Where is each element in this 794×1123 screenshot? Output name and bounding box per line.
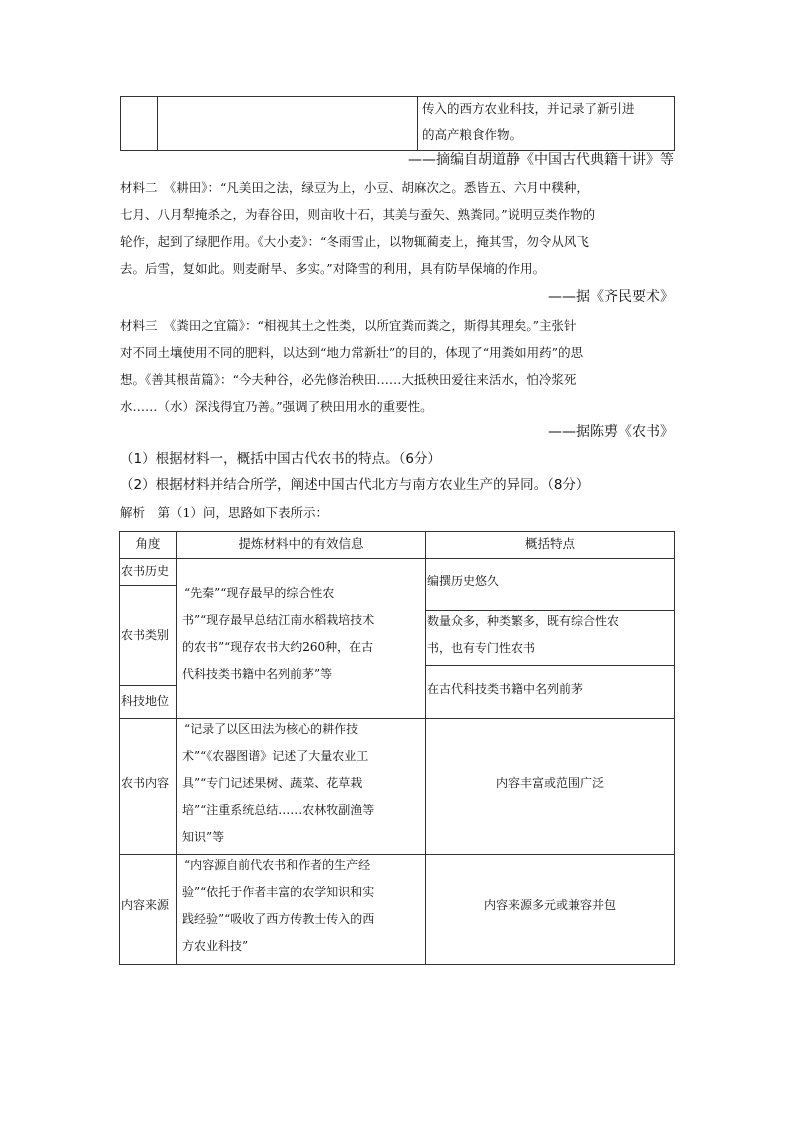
source-citation-1: ——摘编自胡道静《中国古代典籍十讲》等 bbox=[408, 152, 674, 168]
source-info-line: 方农业科技” bbox=[182, 939, 249, 953]
top-table-text-line: 传入的西方农业科技，并记录了新引进 bbox=[422, 101, 635, 116]
content-info-line: 知识”等 bbox=[182, 830, 225, 844]
aspect-history: 农书历史 bbox=[121, 564, 170, 578]
content-info-line: 术”“《农器图谱》记述了大量农业工 bbox=[182, 749, 369, 763]
analysis-intro: 解析 第（1）问，思路如下表所示： bbox=[120, 505, 328, 520]
aspect-content: 农书内容 bbox=[121, 776, 170, 790]
material-3-line: 水……（水）深浅得宜乃善。”强调了秧田用水的重要性。 bbox=[120, 399, 433, 414]
feature-history: 编撰历史悠久 bbox=[427, 574, 500, 588]
material-2-line: 七月、八月犁掩杀之，为春谷田，则亩收十石，其美与蚕矢、熟粪同。”说明豆类作物的 bbox=[120, 207, 596, 222]
source-citation-2: ——据《齐民要术》 bbox=[548, 289, 674, 305]
material-2-line: 轮作，起到了绿肥作用。《大小麦》：“冬雨雪止，以物辄蔺麦上，掩其雪，勿令从风飞 bbox=[120, 234, 589, 249]
material-2-line: 去。后雪，复如此。则麦耐旱、多实。”对降雪的利用，具有防旱保墒的作用。 bbox=[120, 261, 546, 276]
feature-status: 在古代科技类书籍中名列前茅 bbox=[427, 682, 584, 696]
question-2: （2）根据材料并结合所学，阐述中国古代北方与南方农业生产的异同。（8分） bbox=[120, 477, 590, 493]
content-info-line: “记录了以区田法为核心的耕作技 bbox=[184, 722, 359, 736]
info-line: “先秦”“现存最早的综合性农 bbox=[184, 586, 335, 600]
feature-content: 内容丰富或范围广泛 bbox=[495, 776, 604, 790]
source-info-line: 验”“依托于作者丰富的农学知识和实 bbox=[182, 885, 375, 899]
content-info-line: 具”“专门记述果树、蔬菜、花草栽 bbox=[182, 776, 363, 790]
table-header-info: 提炼材料中的有效信息 bbox=[238, 536, 364, 551]
top-table-text-line: 的高产粮食作物。 bbox=[422, 127, 523, 142]
info-line: 的农书”“现存农书大约260种，在古 bbox=[182, 640, 374, 654]
feature-source: 内容来源多元或兼容并包 bbox=[483, 898, 616, 912]
question-1: （1）根据材料一，概括中国古代农书的特点。（6分） bbox=[120, 451, 441, 467]
material-3-line: 材料三 《粪田之宜篇》：“相视其土之性类，以所宜粪而粪之，斯得其理矣。”主张针 bbox=[120, 318, 577, 333]
aspect-status: 科技地位 bbox=[121, 694, 170, 708]
material-3-line: 对不同土壤使用不同的肥料，以达到“地力常新壮”的目的，体现了“用粪如用药”的思 bbox=[120, 345, 584, 360]
feature-category-line: 书，也有专门性农书 bbox=[427, 641, 536, 655]
material-2-line: 材料二 《耕田》：“凡美田之法，绿豆为上，小豆、胡麻次之。悉皆五、六月中穙种， bbox=[120, 180, 589, 195]
source-info-line: “内容源自前代农书和作者的生产经 bbox=[184, 858, 371, 872]
table-header-aspect: 角度 bbox=[135, 536, 161, 551]
table-header-feature: 概括特点 bbox=[524, 536, 575, 551]
source-info-line: 践经验”“吸收了西方传教士传入的西 bbox=[182, 912, 375, 926]
aspect-category: 农书类别 bbox=[121, 628, 170, 642]
info-line: 代科技类书籍中名列前茅”等 bbox=[182, 667, 333, 681]
info-line: 书”“现存最早总结江南水稻栽培技术 bbox=[182, 613, 375, 627]
content-info-line: 培”“注重系统总结……农林牧副渔等 bbox=[182, 803, 375, 817]
material-3-line: 想。《善其根苗篇》：“今夫种谷，必先修治秧田……大抵秧田爱往来活水，怕冷浆死 bbox=[120, 372, 577, 387]
aspect-source: 内容来源 bbox=[121, 898, 170, 912]
feature-category-line: 数量众多，种类繁多，既有综合性农 bbox=[427, 614, 620, 628]
source-citation-3: ——据陈旉《农书》 bbox=[548, 424, 674, 440]
